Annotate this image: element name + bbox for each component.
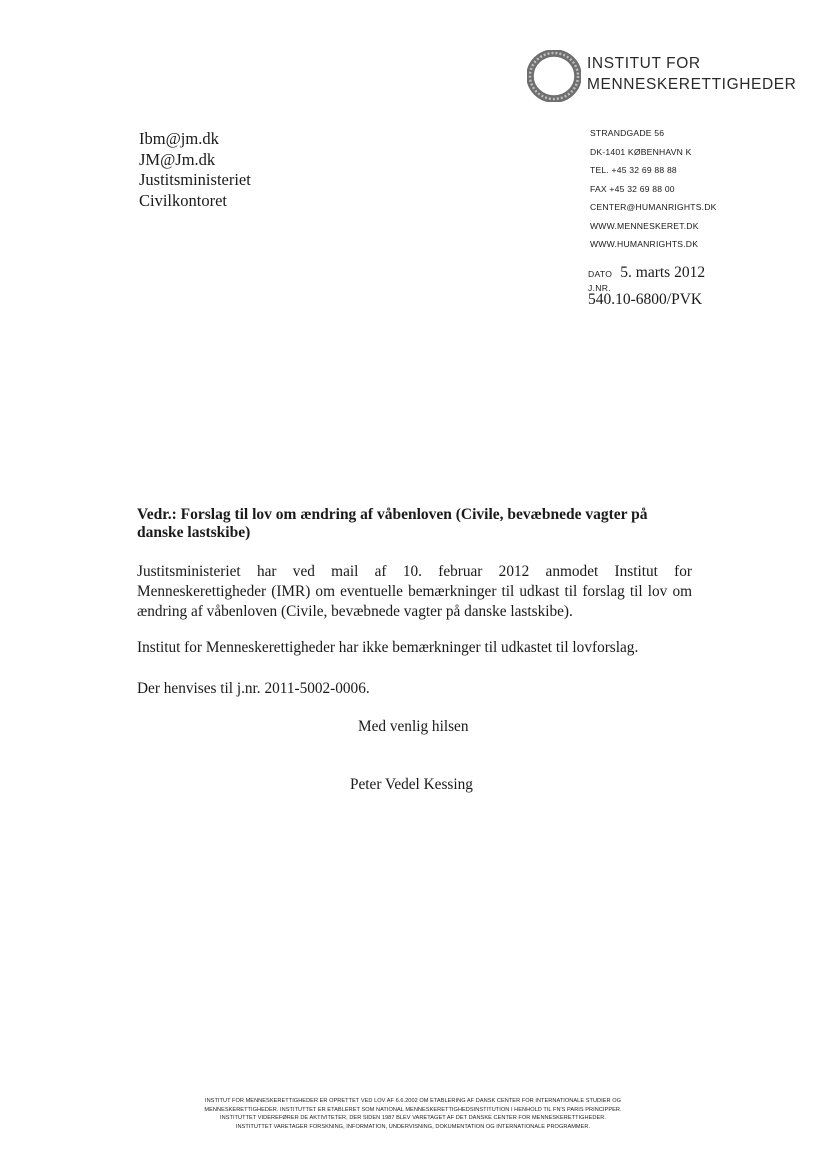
- logo-text-line2: MENNESKERETTIGHEDER: [587, 76, 797, 93]
- institute-logo: [527, 50, 807, 100]
- footer-line-2: MENNESKERETTIGHEDER. INSTITUTTET ER ETABLERET SOM NATIONAL MENNESKERETTIGHEDSINSTITUTION I HENHOLD TIL FN'S PARIS PRINCIPPER.: [204, 1106, 622, 1113]
- body-paragraph-1: Justitsministeriet har ved mail af 10. februar 2012 anmodet Institut for Menneskerettigheder (IMR) om eventuelle bemærkninger til udkast til forslag til lov om ændring af våbenloven (Civile, bevæbnede vagter på danske lastskibe).: [137, 563, 692, 620]
- contact-street: STRANDGADE 56: [590, 128, 665, 138]
- letter-subject: Vedr.: Forslag til lov om ændring af våbenloven (Civile, bevæbnede vagter på danske lastskibe): [137, 506, 648, 541]
- contact-website-2: WWW.HUMANRIGHTS.DK: [590, 239, 699, 249]
- body-paragraph-3: Der henvises til j.nr. 2011-5002-0006.: [137, 680, 370, 697]
- letter-reference: [588, 264, 705, 309]
- reference-label: J.NR.: [588, 283, 611, 293]
- footer-line-3: INSTITUTTET VIDEREFØRER DE AKTIVITETER, DER SIDEN 1987 BLEV VARETAGET AF DET DANSKE CENTER FOR MENNESKERETTIGHEDER.: [220, 1115, 606, 1121]
- logo-ring-icon: [527, 50, 581, 102]
- footer-line-4: INSTITUTTET VARETAGER FORSKNING, INFORMATION, UNDERVISNING, DOKUMENTATION OG INTERNATIONALE PROGRAMMER.: [235, 1123, 591, 1130]
- page-footer: [120, 1097, 706, 1131]
- contact-email: CENTER@HUMANRIGHTS.DK: [590, 202, 717, 212]
- recipient-department: Civilkontoret: [139, 190, 227, 210]
- recipient-organisation: Justitsministeriet: [139, 170, 251, 189]
- closing-greeting: Med venlig hilsen: [358, 718, 469, 735]
- date-label: DATO: [588, 269, 613, 279]
- date-value: 5. marts 2012: [620, 264, 706, 281]
- body-paragraph-2: Institut for Menneskerettigheder har ikke bemærkninger til udkastet til lovforslag.: [137, 639, 639, 656]
- contact-phone: TEL. +45 32 69 88 88: [590, 165, 677, 175]
- recipient-email-2: JM@Jm.dk: [139, 149, 216, 169]
- contact-fax: FAX +45 32 69 88 00: [590, 183, 675, 194]
- contact-city: DK-1401 KØBENHAVN K: [590, 146, 692, 157]
- contact-website-1: WWW.MENNESKERET.DK: [590, 220, 699, 231]
- recipient-email-1: Ibm@jm.dk: [139, 129, 219, 148]
- signatory-name: Peter Vedel Kessing: [350, 776, 473, 793]
- sender-contact-info: [590, 124, 717, 254]
- reference-number: 540.10-6800/PVK: [588, 291, 703, 308]
- logo-text-line1: INSTITUT FOR: [587, 55, 701, 72]
- footer-line-1: INSTITUT FOR MENNESKERETTIGHEDER ER OPRETTET VED LOV AF 6.6.2002 OM ETABLERING AF DANSK CENTER FOR INTERNATIONALE STUDIER OG: [204, 1098, 622, 1104]
- recipient-address: [139, 129, 251, 211]
